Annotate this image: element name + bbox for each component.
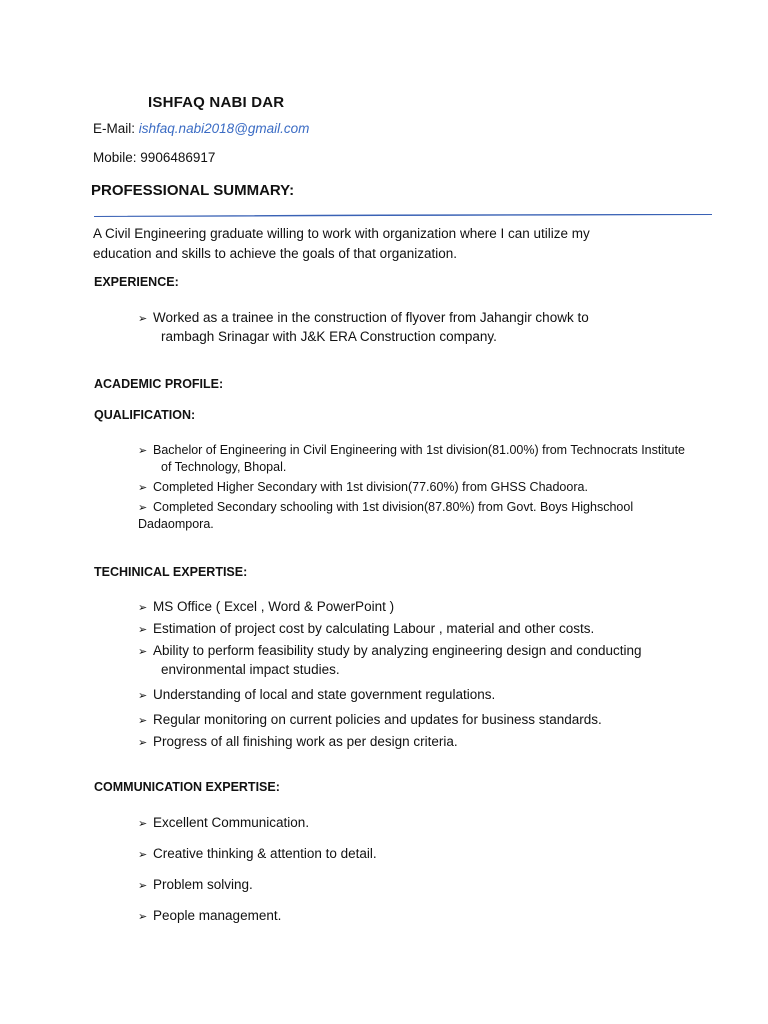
arrow-bullet-icon: ➢ (138, 624, 148, 636)
communication-item (138, 846, 377, 861)
arrow-bullet-icon: ➢ (138, 849, 148, 861)
arrow-bullet-icon: ➢ (138, 502, 148, 514)
experience-heading: EXPERIENCE: (94, 275, 179, 289)
mobile-number: 9906486917 (140, 150, 216, 165)
technical-item (138, 643, 642, 658)
technical-text: Progress of all finishing work as per design criteria. (153, 734, 458, 749)
communication-text: People management. (153, 908, 282, 923)
experience-item-text: Worked as a trainee in the construction of flyover from Jahangir chowk to (153, 310, 589, 325)
communication-heading: COMMUNICATION EXPERTISE: (94, 780, 280, 794)
arrow-bullet-icon: ➢ (138, 715, 148, 727)
qualification-item (138, 443, 685, 457)
email-line (93, 121, 309, 136)
arrow-bullet-icon: ➢ (138, 646, 148, 658)
technical-item (138, 734, 458, 749)
arrow-bullet-icon: ➢ (138, 313, 148, 325)
communication-item (138, 877, 253, 892)
communication-text: Problem solving. (153, 877, 253, 892)
arrow-bullet-icon: ➢ (138, 880, 148, 892)
technical-item (138, 621, 594, 636)
summary-line-1: A Civil Engineering graduate willing to work with organization where I can utilize my (93, 226, 590, 241)
arrow-bullet-icon: ➢ (138, 690, 148, 702)
qualification-heading: QUALIFICATION: (94, 408, 196, 422)
arrow-bullet-icon: ➢ (138, 737, 148, 749)
technical-item (138, 687, 495, 702)
communication-item (138, 815, 309, 830)
technical-text: Understanding of local and state government regulations. (153, 687, 496, 702)
qualification-continuation: Dadaompora. (138, 517, 214, 531)
technical-text: Estimation of project cost by calculating Labour , material and other costs. (153, 621, 595, 636)
email-label: E-Mail: (93, 121, 136, 136)
communication-text: Creative thinking & attention to detail. (153, 846, 377, 861)
experience-item-continuation: rambagh Srinagar with J&K ERA Construction company. (161, 329, 497, 344)
technical-item (138, 599, 394, 614)
candidate-name: ISHFAQ NABI DAR (148, 94, 285, 111)
academic-heading: ACADEMIC PROFILE: (94, 377, 224, 391)
qualification-text: Completed Secondary schooling with 1st division(87.80%) from Govt. Boys Highschool (153, 500, 634, 514)
technical-item (138, 712, 602, 727)
mobile-label: Mobile: (93, 150, 137, 165)
arrow-bullet-icon: ➢ (138, 818, 148, 830)
mobile-line (93, 150, 215, 165)
qualification-item (138, 500, 633, 514)
arrow-bullet-icon: ➢ (138, 602, 148, 614)
technical-continuation: environmental impact studies. (161, 662, 340, 677)
qualification-continuation: of Technology, Bhopal. (161, 460, 287, 474)
technical-text: MS Office ( Excel , Word & PowerPoint ) (153, 599, 395, 614)
qualification-item (138, 480, 588, 494)
arrow-bullet-icon: ➢ (138, 445, 148, 457)
arrow-bullet-icon: ➢ (138, 911, 148, 923)
email-link[interactable]: ishfaq.nabi2018@gmail.com (138, 121, 310, 136)
technical-heading: TECHINICAL EXPERTISE: (94, 565, 248, 579)
qualification-text: Completed Higher Secondary with 1st division(77.60%) from GHSS Chadoora. (153, 480, 588, 494)
technical-text: Ability to perform feasibility study by analyzing engineering design and conducting (153, 643, 642, 658)
section-divider (94, 213, 712, 217)
experience-item (138, 310, 589, 325)
communication-item (138, 908, 281, 923)
arrow-bullet-icon: ➢ (138, 482, 148, 494)
technical-text: Regular monitoring on current policies and updates for business standards. (153, 712, 602, 727)
qualification-text: Bachelor of Engineering in Civil Engineering with 1st division(81.00%) from Technocrats Institute (153, 443, 685, 457)
summary-line-2: education and skills to achieve the goals of that organization. (93, 246, 457, 261)
summary-heading: PROFESSIONAL SUMMARY: (91, 182, 295, 199)
communication-text: Excellent Communication. (153, 815, 310, 830)
